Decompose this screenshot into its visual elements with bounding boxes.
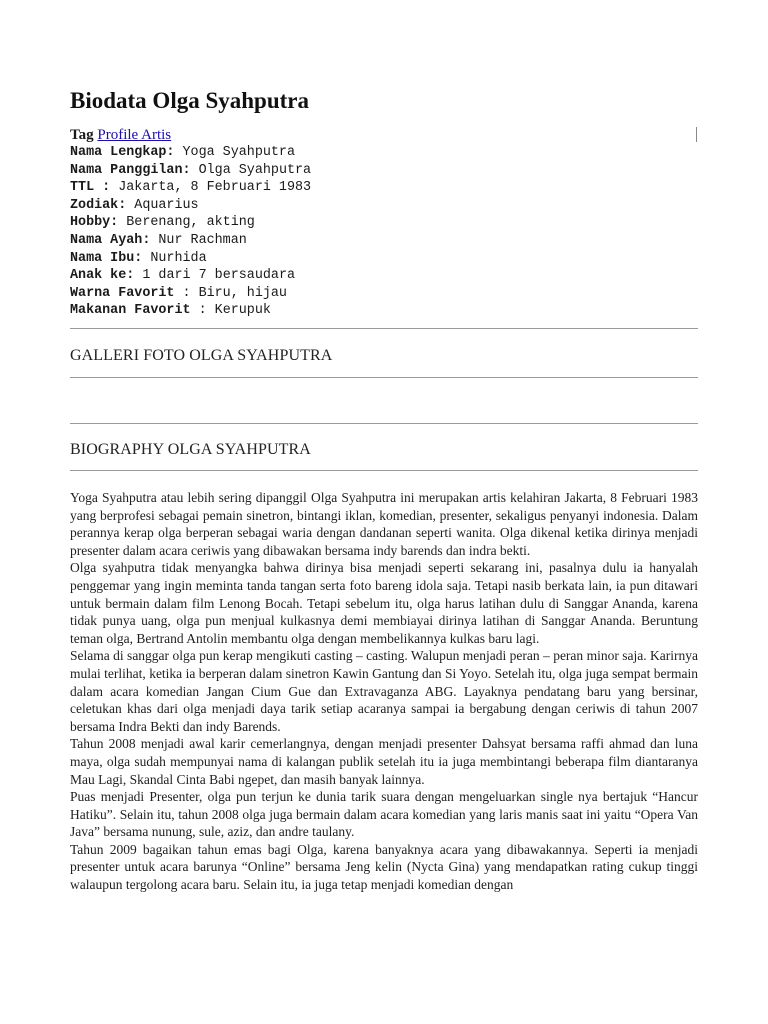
tag-link-profile-artis[interactable]: Profile Artis [97, 127, 172, 143]
profile-key: Anak ke: [70, 268, 135, 284]
paragraph: Selama di sanggar olga pun kerap mengikuti casting – casting. Walupun menjadi peran – peran minor saja. Karirnya mulai terlihat, ketika ia berperan dalam sinetron Kawin Gantung dan Si Yoyo. Setelah itu, olga juga sempat bermain dalam acara komedian Jangan Cium Gue dan Extravaganza ABG. Layaknya pendatang baru yang bersinar, celetukan khas dari olga menjadi daya tarik setiap acaranya sampai ia bergabung dengan ceriwis di tahun 2007 bersama Indra Bekti dan indy Barends. [70, 648, 698, 734]
profile-value: Nurhida [142, 250, 207, 266]
gallery-heading: GALLERI FOTO OLGA SYAHPUTRA [70, 347, 333, 364]
text-cursor-divider [696, 127, 697, 142]
profile-value: Jakarta, 8 Februari 1983 [110, 180, 312, 196]
biography-heading: BIOGRAPHY OLGA SYAHPUTRA [70, 441, 311, 458]
profile-key: TTL : [70, 180, 111, 196]
profile-row [70, 162, 700, 180]
paragraph: Tahun 2008 menjadi awal karir cemerlangnya, dengan menjadi presenter Dahsyat bersama raffi ahmad dan luna maya, olga sudah mempunyai nama di kalangan publik setelah itu ia juga membintangi beberapa film diantaranya Mau Lagi, Skandal Cinta Babi ngepet, dan masih banyak lainnya. [70, 736, 698, 787]
paragraph: Tahun 2009 bagaikan tahun emas bagi Olga, karena banyaknya acara yang dibawakannya. Seperti ia menjadi presenter untuk acara barunya “Online” bersama Jeng kelin (Nycta Gina) yang mendapatkan rating cukup tinggi walaupun tergolong acara baru. Selain itu, ia juga tetap menjadi komedian dengan [70, 841, 698, 893]
profile-row [70, 179, 700, 197]
profile-key: Nama Panggilan: [70, 162, 191, 178]
page-title: Biodata Olga Syahputra [70, 88, 309, 113]
profile-row [70, 214, 700, 232]
profile-value: Aquarius [126, 197, 199, 213]
biography-text [70, 489, 698, 894]
profile-list [70, 144, 700, 320]
profile-value: Berenang, akting [118, 215, 255, 231]
profile-value: Nur Rachman [150, 232, 247, 248]
profile-row [70, 302, 700, 320]
paragraph: Yoga Syahputra atau lebih sering dipanggil Olga Syahputra ini merupakan artis kelahiran Jakarta, 8 Februari 1983 yang berprofesi sebagai pemain sinetron, bintangi iklan, komedian, presenter, sekaligus penyanyi indonesia. Dalam perannya kerap olga berperan sebagai waria dengan dandanan seperti wanita. Olga dikenal ketika dirinya menjadi presenter dalam acara ceriwis yang dibawakan bersama indy barends dan indra bekti. [70, 490, 698, 558]
profile-value: : Kerupuk [190, 303, 271, 319]
profile-key: Makanan Favorit [70, 303, 191, 319]
divider [70, 377, 698, 378]
profile-key: Nama Ayah: [70, 232, 151, 248]
profile-key: Warna Favorit [70, 285, 175, 301]
divider [70, 328, 698, 329]
tag-label: Tag [70, 127, 94, 143]
profile-row [70, 285, 700, 303]
profile-value: Yoga Syahputra [174, 145, 296, 160]
tag-line [70, 126, 171, 144]
paragraph: Olga syahputra tidak menyangka bahwa dirinya bisa menjadi seperti sekarang ini, pasalnya dulu ia hanyalah penggemar yang ingin meminta tanda tangan serta foto bareng idola saja. Tetapi nasib berkata lain, ia pun ditawari untuk bermain dalam film Lenong Bocah. Tetapi sebelum itu, olga harus latihan dulu di Sanggar Ananda, karena tidak punya uang, olga pun menjual kulkasnya demi membiayai dirinya latihan di Sanggar Ananda. Beruntung teman olga, Bertrand Antolin membantu olga dengan membelikannya kulkas baru lagi. [70, 560, 698, 646]
profile-key: Nama Ibu: [70, 250, 143, 266]
profile-value: 1 dari 7 bersaudara [134, 268, 296, 284]
divider [70, 470, 698, 471]
profile-value: Olga Syahputra [190, 162, 312, 178]
profile-row [70, 197, 700, 215]
profile-row [70, 232, 700, 250]
profile-row [70, 144, 700, 162]
profile-row [70, 267, 700, 285]
profile-key: Zodiak: [70, 197, 127, 213]
profile-key: Hobby: [70, 215, 119, 231]
paragraph: Puas menjadi Presenter, olga pun terjun ke dunia tarik suara dengan mengeluarkan single nya bertajuk “Hancur Hatiku”. Selain itu, tahun 2008 olga juga bermain dalam acara komedian yang laris manis saat ini yaitu “Opera Van Java” bersama nunung, sule, aziz, dan andre taulany. [70, 789, 698, 840]
profile-key: Nama Lengkap: [70, 145, 175, 160]
divider [70, 423, 698, 424]
profile-value: : Biru, hijau [174, 285, 287, 301]
profile-row [70, 250, 700, 268]
